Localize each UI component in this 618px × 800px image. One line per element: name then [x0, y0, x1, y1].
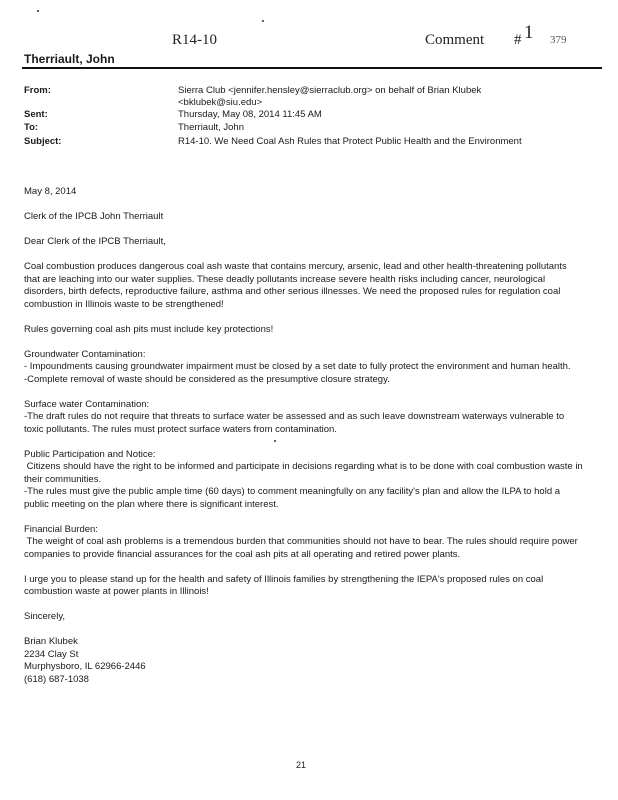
page-stamp: 379 — [550, 34, 567, 46]
signoff: Sincerely, — [24, 611, 66, 622]
to-value: Therriault, John — [178, 122, 245, 133]
groundwater-point: - Impoundments causing groundwater impairment must be closed by a set date to fully protect the environment and human health. — [24, 361, 571, 372]
signature-street: 2234 Clay St — [24, 648, 79, 660]
public-point: Citizens should have the right to be informed and participate in decisions regarding what is to be done with coal combustion waste in their communities. — [24, 461, 586, 485]
public-point: -The rules must give the public ample time (60 days) to comment meaningfully on any facility's plan and allow the ILPA to hold a public meeting on the plan where there is significant interest. — [24, 486, 561, 510]
from-label: From: — [24, 85, 51, 96]
header-rule — [22, 67, 602, 69]
financial-heading: Financial Burden: — [24, 523, 98, 535]
subject-value: R14-10. We Need Coal Ash Rules that Protect Public Health and the Environment — [178, 136, 522, 147]
letter-addressee: Clerk of the IPCB John Therriault — [24, 211, 164, 222]
groundwater-heading: Groundwater Contamination: — [24, 348, 146, 360]
to-label: To: — [24, 122, 39, 133]
signature-city: Murphysboro, IL 62966-2446 — [24, 661, 146, 672]
financial-point: The weight of coal ash problems is a tremendous burden that communities should not have to bear. The rules should require power companies to provide financial assurances for the coal ash pits at all operating and retired power plants. — [24, 536, 581, 560]
letter-body — [24, 186, 584, 686]
docket-number: R14-10 — [172, 32, 217, 48]
letter-salutation: Dear Clerk of the IPCB Therriault, — [24, 236, 166, 247]
signature-name: Brian Klubek — [24, 636, 78, 647]
comment-hash: # — [514, 32, 522, 48]
scan-speck — [262, 20, 264, 22]
signature-phone: (618) 687-1038 — [24, 673, 89, 685]
comment-number: 1 — [524, 22, 534, 43]
page-number: 21 — [296, 760, 307, 770]
scan-speck — [37, 10, 39, 12]
comment-label: Comment — [425, 32, 485, 48]
recipient-name: Therriault, John — [24, 52, 115, 66]
groundwater-point: -Complete removal of waste should be considered as the presumptive closure strategy. — [24, 373, 390, 385]
from-value: Sierra Club <jennifer.hensley@sierraclub.org> on behalf of Brian Klubek <bklubek@siu.edu> — [178, 85, 482, 108]
sent-value: Thursday, May 08, 2014 11:45 AM — [178, 109, 322, 120]
public-heading: Public Participation and Notice: — [24, 448, 156, 460]
surface-heading: Surface water Contamination: — [24, 398, 150, 410]
letter-date: May 8, 2014 — [24, 186, 77, 197]
closing-paragraph: I urge you to please stand up for the health and safety of Illinois families by strengthening the IEPA's proposed rules on coal combustion waste at power plants in Illinois! — [24, 573, 544, 597]
sent-label: Sent: — [24, 109, 48, 120]
rules-intro: Rules governing coal ash pits must include key protections! — [24, 323, 274, 335]
intro-paragraph: Coal combustion produces dangerous coal ash waste that contains mercury, arsenic, lead and other health-threatening pollutants that are leaching into our water supplies. These deadly pollutants increase severe health risks including cancer, neurological disorders, birth defects, reproductive failure, asthma and other serious illnesses. We need the proposed rules for regulation coal combustion in Illinois waste to be strengthened! — [24, 261, 567, 310]
subject-label: Subject: — [24, 136, 62, 147]
surface-point: -The draft rules do not require that threats to surface water be assessed and as such leave downstream waterways vulnerable to toxic pollutants. The rules must protect surface waters from contamination. — [24, 411, 565, 435]
